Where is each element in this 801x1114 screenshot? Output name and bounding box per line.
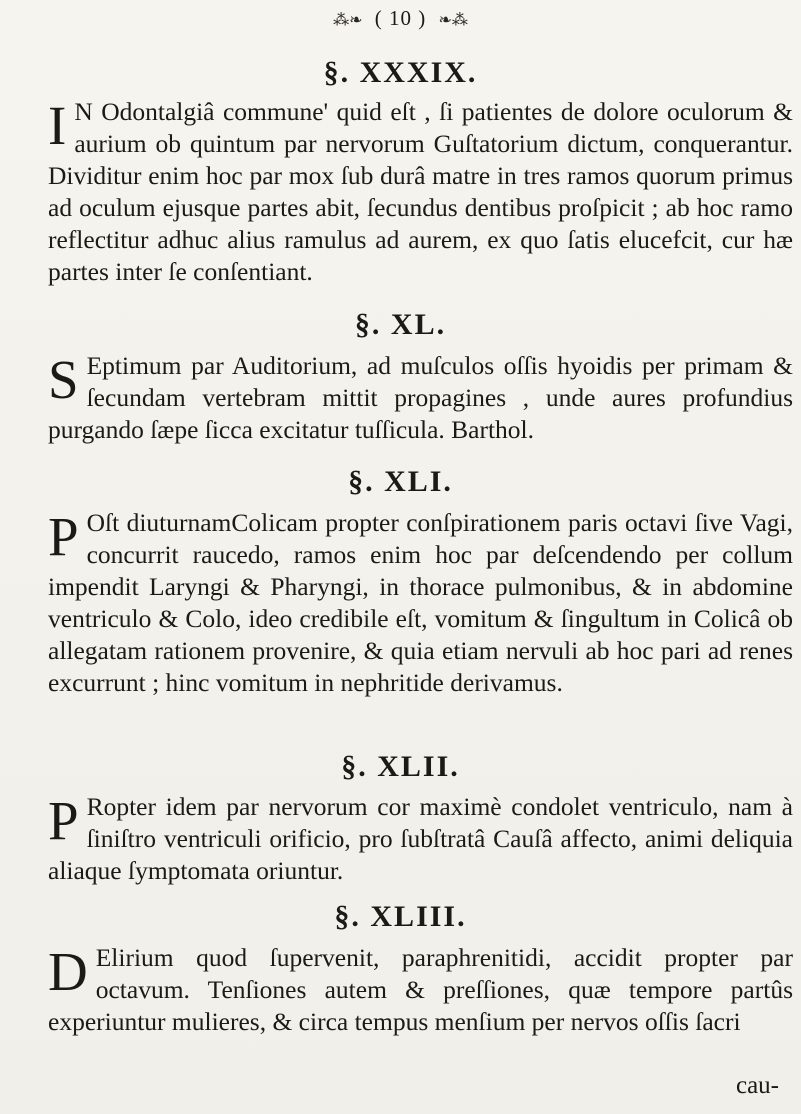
section-heading-42: §. XLII. <box>341 750 460 783</box>
paragraph-text: Oſt diuturnamColicam propter conſpirationem paris octavi ſive Vagi, concurrit raucedo, ramos enim hoc par deſcendendo per collum impendit Laryngi & Pharyngi, in thorace pulmonibus, & in abdomine ventriculo & Colo, ideo credibile eſt, vomitum & ſingultum in Colicâ ob allegatam rationem provenire, & quia etiam nervuli ab hoc pari ad renes excurrunt ; hinc vomitum in nephritide derivamus. <box>48 508 793 697</box>
page-number: ( 10 ) <box>374 6 427 30</box>
dropcap: P <box>48 506 79 567</box>
section-heading-39: §. XXXIX. <box>323 56 478 89</box>
paragraph-text: N Odontalgiâ commune' quid eſt , ſi patientes de dolore oculorum & aurium ob quintum par nervorum Guſtatorium dictum, conquerantur. Dividitur enim hoc par mox ſub durâ matre in tres ramos quorum primus ad oculum ejusque partes abit, ſecundus dentibus proſpicit ; ab hoc ramo reflectitur adhuc alius ramulus ad aurem, ex quo ſatis elucefcit, cur hæ partes inter ſe conſentiant. <box>48 97 793 286</box>
dropcap: S <box>48 349 79 410</box>
paragraph-40 <box>48 350 793 446</box>
section-heading-43: §. XLIII. <box>334 900 467 933</box>
ornament-right: ❧⁂ <box>438 12 468 29</box>
dropcap: D <box>48 941 88 1002</box>
running-header <box>0 6 801 31</box>
paragraph-41 <box>48 507 793 699</box>
section-heading-41: §. XLI. <box>348 465 453 498</box>
paragraph-43 <box>48 942 793 1038</box>
paragraph-text: Elirium quod ſupervenit, paraphrenitidi, accidit propter par octavum. Tenſiones autem & preſſiones, quæ tempore partûs experiuntur mulieres, & circa tempus menſium per nervos oſſis ſacri <box>48 943 793 1036</box>
dropcap: P <box>48 790 79 851</box>
section-heading-40: §. XL. <box>354 308 447 341</box>
catchword: cau- <box>735 1072 779 1099</box>
paragraph-text: Eptimum par Auditorium, ad muſculos oſſis hyoidis per primam & ſecundam vertebram mittit propagines , unde aures profundius purgando ſæpe ſicca excitatur tuſſicula. Barthol. <box>48 351 793 444</box>
dropcap: I <box>48 95 67 156</box>
paragraph-text: Ropter idem par nervorum cor maximè condolet ventriculo, nam à ſiniſtro ventriculi orificio, pro ſubſtratâ Cauſâ affecto, animi deliquia aliaque ſymptomata oriuntur. <box>48 792 793 885</box>
ornament-left: ⁂❧ <box>333 12 363 29</box>
paragraph-39 <box>48 96 793 288</box>
paragraph-42 <box>48 791 793 887</box>
